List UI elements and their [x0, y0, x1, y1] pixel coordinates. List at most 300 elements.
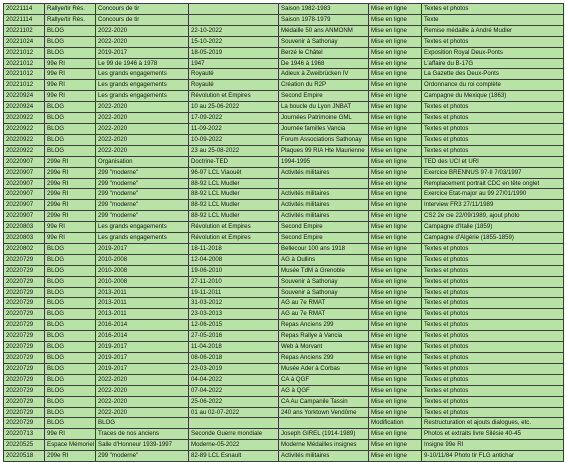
section-cell: BLOG — [45, 331, 96, 342]
subcategory-cell: Moderne-05-2022 — [189, 440, 279, 451]
table-row — [4, 178, 564, 189]
description-cell: Textes et photos — [422, 396, 564, 407]
table-row — [4, 276, 564, 287]
title-cell: AG au 7e RMAT — [279, 309, 369, 320]
date-cell: 20220907 — [4, 156, 45, 167]
description-cell: CS2 2e cie 22/09/1989, ajout photo — [422, 211, 564, 222]
description-cell: L'affaire du B-17G — [422, 58, 564, 69]
description-cell: Remise médaille à André Mudler — [422, 25, 564, 36]
title-cell: Repas Anciens 299 — [279, 320, 369, 331]
category-cell: 2022-2020 — [96, 374, 189, 385]
subcategory-cell: 22-10-2022 — [189, 25, 279, 36]
action-cell: Mise en ligne — [369, 178, 422, 189]
table-row — [4, 222, 564, 233]
section-cell: 99e RI — [45, 222, 96, 233]
description-cell: Remplacement portrait CDC en tête onglet — [422, 178, 564, 189]
category-cell: 299 "moderne" — [96, 451, 189, 462]
subcategory-cell: 25-06-2022 — [189, 396, 279, 407]
action-cell: Mise en ligne — [369, 4, 422, 15]
description-cell: Campagne d'Algérie (1855-1859) — [422, 233, 564, 244]
category-cell: 2022-2020 — [96, 145, 189, 156]
category-cell: 2019-2017 — [96, 353, 189, 364]
title-cell: 240 ans Yorktown Vendôme — [279, 407, 369, 418]
subcategory-cell: 88-92 LCL Mudler — [189, 189, 279, 200]
title-cell: Journées Patrimoine GML — [279, 113, 369, 124]
subcategory-cell: Royauté — [189, 80, 279, 91]
date-cell: 20221102 — [4, 25, 45, 36]
title-cell: Second Empire — [279, 233, 369, 244]
description-cell: Campagne d'Italie (1859) — [422, 222, 564, 233]
section-cell: BLOG — [45, 123, 96, 134]
action-cell: Mise en ligne — [369, 222, 422, 233]
date-cell: 20220924 — [4, 91, 45, 102]
date-cell: 20220922 — [4, 123, 45, 134]
table-row — [4, 156, 564, 167]
subcategory-cell: 23-03-2019 — [189, 363, 279, 374]
section-cell: BLOG — [45, 363, 96, 374]
category-cell: 2019-2017 — [96, 363, 189, 374]
subcategory-cell: 19-06-2010 — [189, 265, 279, 276]
date-cell: 20221012 — [4, 58, 45, 69]
section-cell: 99e RI — [45, 58, 96, 69]
subcategory-cell: Seconde Guerre mondiale — [189, 429, 279, 440]
category-cell: 2022-2020 — [96, 25, 189, 36]
title-cell: Moderne Médailles insignes — [279, 440, 369, 451]
category-cell: 2019-2017 — [96, 47, 189, 58]
table-row — [4, 287, 564, 298]
table-row — [4, 265, 564, 276]
section-cell: BLOG — [45, 418, 96, 429]
title-cell: AG à Oullins — [279, 254, 369, 265]
table-row — [4, 363, 564, 374]
table-body — [4, 4, 564, 462]
category-cell: 2016-2014 — [96, 320, 189, 331]
title-cell: Saison 1978-1979 — [279, 14, 369, 25]
date-cell: 20220922 — [4, 134, 45, 145]
date-cell: 20220729 — [4, 287, 45, 298]
section-cell: BLOG — [45, 25, 96, 36]
date-cell: 20220729 — [4, 407, 45, 418]
table-row — [4, 298, 564, 309]
subcategory-cell: 27-11-2010 — [189, 276, 279, 287]
table-row — [4, 4, 564, 15]
category-cell: Traces de nos anciens — [96, 429, 189, 440]
section-cell: BLOG — [45, 385, 96, 396]
date-cell: 20220729 — [4, 331, 45, 342]
subcategory-cell: 1947 — [189, 58, 279, 69]
category-cell: 2016-2014 — [96, 331, 189, 342]
action-cell: Mise en ligne — [369, 123, 422, 134]
title-cell: Musée TdM à Grenoble — [279, 265, 369, 276]
table-row — [4, 123, 564, 134]
date-cell: 20221012 — [4, 69, 45, 80]
category-cell: 299 "moderne" — [96, 200, 189, 211]
category-cell: 299 "moderne" — [96, 189, 189, 200]
description-cell: Textes et photos — [422, 320, 564, 331]
title-cell: Musée Ader à Corbas — [279, 363, 369, 374]
action-cell: Mise en ligne — [369, 211, 422, 222]
date-cell: 20220713 — [4, 429, 45, 440]
description-cell: Textes et photos — [422, 298, 564, 309]
subcategory-cell: 11-09-2022 — [189, 123, 279, 134]
description-cell: Textes et photos — [422, 134, 564, 145]
section-cell: 99e RI — [45, 69, 96, 80]
table-row — [4, 167, 564, 178]
title-cell: Second Empire — [279, 91, 369, 102]
section-cell: BLOG — [45, 145, 96, 156]
title-cell: Souvenir à Sathonay — [279, 36, 369, 47]
description-cell: Textes et photos — [422, 145, 564, 156]
category-cell: 2022-2020 — [96, 123, 189, 134]
action-cell: Mise en ligne — [369, 342, 422, 353]
section-cell: 299e RI — [45, 178, 96, 189]
subcategory-cell: 07-04-2022 — [189, 385, 279, 396]
action-cell: Mise en ligne — [369, 58, 422, 69]
description-cell: Textes et photos — [422, 287, 564, 298]
category-cell: 299 "moderne" — [96, 178, 189, 189]
section-cell: BLOG — [45, 374, 96, 385]
table-row — [4, 342, 564, 353]
category-cell: BLOG — [96, 418, 189, 429]
description-cell: Textes et photos — [422, 123, 564, 134]
subcategory-cell — [189, 14, 279, 25]
subcategory-cell: 18-11-2018 — [189, 243, 279, 254]
date-cell: 20220729 — [4, 342, 45, 353]
title-cell: Souvenir à Sathonay — [279, 276, 369, 287]
date-cell: 20221012 — [4, 47, 45, 58]
table-row — [4, 14, 564, 25]
title-cell: Médaille 50 ans ANMONM — [279, 25, 369, 36]
action-cell: Mise en ligne — [369, 80, 422, 91]
title-cell: Joseph GIREL (1914-1989) — [279, 429, 369, 440]
description-cell: TED des UCI et URI — [422, 156, 564, 167]
date-cell: 20220729 — [4, 254, 45, 265]
table-row — [4, 58, 564, 69]
title-cell: La boucle du Lyon JNBAT — [279, 102, 369, 113]
action-cell: Mise en ligne — [369, 25, 422, 36]
section-cell: 299e RI — [45, 211, 96, 222]
table-row — [4, 69, 564, 80]
title-cell: Activités militaires — [279, 167, 369, 178]
date-cell: 20220907 — [4, 189, 45, 200]
category-cell: 2022-2020 — [96, 113, 189, 124]
table-row — [4, 200, 564, 211]
subcategory-cell: 17-09-2022 — [189, 113, 279, 124]
description-cell: Textes et photos — [422, 309, 564, 320]
table-row — [4, 407, 564, 418]
date-cell: 20220802 — [4, 243, 45, 254]
action-cell: Mise en ligne — [369, 167, 422, 178]
subcategory-cell: Révolution et Empires — [189, 222, 279, 233]
category-cell: 2013-2011 — [96, 298, 189, 309]
title-cell: Web à Morvant — [279, 342, 369, 353]
section-cell: 99e RI — [45, 233, 96, 244]
date-cell: 20220922 — [4, 113, 45, 124]
description-cell: Textes et photos — [422, 4, 564, 15]
section-cell: BLOG — [45, 36, 96, 47]
subcategory-cell: 11-04-2018 — [189, 342, 279, 353]
description-cell: Textes et photos — [422, 407, 564, 418]
table-row — [4, 102, 564, 113]
action-cell: Mise en ligne — [369, 113, 422, 124]
subcategory-cell: 88-92 LCL Mudler — [189, 211, 279, 222]
subcategory-cell: Révolution et Empires — [189, 233, 279, 244]
title-cell: Activités militaires — [279, 211, 369, 222]
title-cell: Repas Anciens 299 — [279, 353, 369, 364]
description-cell: Exercice Etat-major au 99 27/01/1990 — [422, 189, 564, 200]
category-cell: 2019-2017 — [96, 342, 189, 353]
action-cell: Mise en ligne — [369, 363, 422, 374]
description-cell: Interview FR3 27/11/1989 — [422, 200, 564, 211]
date-cell: 20220729 — [4, 276, 45, 287]
category-cell: Les grands engagements — [96, 69, 189, 80]
action-cell: Mise en ligne — [369, 243, 422, 254]
section-cell: BLOG — [45, 320, 96, 331]
action-cell: Mise en ligne — [369, 36, 422, 47]
table-row — [4, 233, 564, 244]
date-cell: 20220729 — [4, 396, 45, 407]
description-cell: Textes et photos — [422, 265, 564, 276]
description-cell: Exposition Royal Deux-Ponts — [422, 47, 564, 58]
action-cell: Mise en ligne — [369, 440, 422, 451]
date-cell: 20220729 — [4, 353, 45, 364]
table-row — [4, 451, 564, 462]
table-row — [4, 36, 564, 47]
action-cell: Mise en ligne — [369, 14, 422, 25]
action-cell: Mise en ligne — [369, 374, 422, 385]
category-cell: 2013-2011 — [96, 309, 189, 320]
table-row — [4, 396, 564, 407]
title-cell: CA à QGF — [279, 374, 369, 385]
section-cell: BLOG — [45, 254, 96, 265]
description-cell: Campagne du Mexique (1863) — [422, 91, 564, 102]
action-cell: Mise en ligne — [369, 298, 422, 309]
date-cell: 20220729 — [4, 363, 45, 374]
action-cell: Mise en ligne — [369, 320, 422, 331]
description-cell: Restructuration et ajouts dialogues, etc. — [422, 418, 564, 429]
description-cell: Textes et photos — [422, 36, 564, 47]
action-cell: Mise en ligne — [369, 156, 422, 167]
category-cell: 299 "moderne" — [96, 211, 189, 222]
section-cell: Rallye/tir Rés. — [45, 4, 96, 15]
description-cell: 9-10/11/84 Photo tir FLG antichar — [422, 451, 564, 462]
description-cell: Exercice BRENNUS 97-II 7/03/1997 — [422, 167, 564, 178]
table-row — [4, 113, 564, 124]
subcategory-cell: 31-03-2012 — [189, 298, 279, 309]
action-cell: Mise en ligne — [369, 134, 422, 145]
section-cell: BLOG — [45, 287, 96, 298]
section-cell: BLOG — [45, 396, 96, 407]
title-cell: Plaques 99 RIA Hte Maurienne — [279, 145, 369, 156]
table-row — [4, 374, 564, 385]
description-cell: Textes et photos — [422, 102, 564, 113]
section-cell: Espace Mémoriel — [45, 440, 96, 451]
subcategory-cell: 18-05-2019 — [189, 47, 279, 58]
subcategory-cell: 12-06-2015 — [189, 320, 279, 331]
subcategory-cell: 08-06-2018 — [189, 353, 279, 364]
subcategory-cell: 19-11-2011 — [189, 287, 279, 298]
description-cell: Textes et photos — [422, 363, 564, 374]
date-cell: 20220729 — [4, 320, 45, 331]
category-cell: 2013-2011 — [96, 287, 189, 298]
date-cell: 20220525 — [4, 440, 45, 451]
action-cell: Mise en ligne — [369, 189, 422, 200]
date-cell: 20221024 — [4, 36, 45, 47]
section-cell: 299e RI — [45, 189, 96, 200]
table-row — [4, 47, 564, 58]
date-cell: 20220729 — [4, 385, 45, 396]
title-cell: Journée familles Vancia — [279, 123, 369, 134]
action-cell: Mise en ligne — [369, 69, 422, 80]
date-cell: 20220922 — [4, 145, 45, 156]
description-cell: Texte — [422, 14, 564, 25]
action-cell: Mise en ligne — [369, 265, 422, 276]
action-cell: Mise en ligne — [369, 407, 422, 418]
category-cell: Les grands engagements — [96, 80, 189, 91]
table-row — [4, 440, 564, 451]
category-cell: 2019-2017 — [96, 243, 189, 254]
table-row — [4, 134, 564, 145]
date-cell: 20220729 — [4, 298, 45, 309]
category-cell: Les grands engagements — [96, 222, 189, 233]
title-cell: 1994-1995 — [279, 156, 369, 167]
action-cell: Mise en ligne — [369, 102, 422, 113]
description-cell: Textes et photos — [422, 254, 564, 265]
description-cell: Insigne 99e RI — [422, 440, 564, 451]
section-cell: BLOG — [45, 407, 96, 418]
date-cell: 20220803 — [4, 233, 45, 244]
title-cell: Activités militaires — [279, 451, 369, 462]
table-row — [4, 331, 564, 342]
section-cell: BLOG — [45, 113, 96, 124]
category-cell: 2022-2020 — [96, 385, 189, 396]
category-cell: 299 "moderne" — [96, 167, 189, 178]
action-cell: Mise en ligne — [369, 47, 422, 58]
subcategory-cell — [189, 418, 279, 429]
subcategory-cell: 23-03-2013 — [189, 309, 279, 320]
category-cell: 2022-2020 — [96, 134, 189, 145]
subcategory-cell: 10 au 25-06-2022 — [189, 102, 279, 113]
subcategory-cell: 01 au 02-07-2022 — [189, 407, 279, 418]
subcategory-cell: 88-92 LCL Mudler — [189, 200, 279, 211]
action-cell: Mise en ligne — [369, 145, 422, 156]
table-row — [4, 25, 564, 36]
date-cell: 20220907 — [4, 211, 45, 222]
subcategory-cell: Révolution et Empires — [189, 91, 279, 102]
table-row — [4, 309, 564, 320]
category-cell: Les grands engagements — [96, 233, 189, 244]
table-row — [4, 385, 564, 396]
action-cell: Mise en ligne — [369, 91, 422, 102]
date-cell: 20220729 — [4, 374, 45, 385]
table-row — [4, 353, 564, 364]
action-cell: Mise en ligne — [369, 429, 422, 440]
category-cell: Concours de tir — [96, 4, 189, 15]
category-cell: 2022-2020 — [96, 102, 189, 113]
title-cell: Activités militaires — [279, 189, 369, 200]
action-cell: Mise en ligne — [369, 451, 422, 462]
section-cell: 299e RI — [45, 451, 96, 462]
section-cell: BLOG — [45, 134, 96, 145]
section-cell: 299e RI — [45, 156, 96, 167]
action-cell: Mise en ligne — [369, 287, 422, 298]
title-cell: AG à QGF — [279, 385, 369, 396]
description-cell: Textes et photos — [422, 353, 564, 364]
section-cell: 99e RI — [45, 80, 96, 91]
subcategory-cell: 04-04-2022 — [189, 374, 279, 385]
category-cell: 2010-2008 — [96, 254, 189, 265]
subcategory-cell: 27-05-2016 — [189, 331, 279, 342]
date-cell: 20220729 — [4, 418, 45, 429]
table-row — [4, 211, 564, 222]
changelog-table — [3, 3, 564, 462]
title-cell: Repas Rallye à Vancia — [279, 331, 369, 342]
title-cell: Activités militaires — [279, 200, 369, 211]
subcategory-cell: 96-97 LCL Viaouët — [189, 167, 279, 178]
section-cell: BLOG — [45, 298, 96, 309]
action-cell: Mise en ligne — [369, 233, 422, 244]
subcategory-cell: 12-04-2008 — [189, 254, 279, 265]
section-cell: BLOG — [45, 102, 96, 113]
action-cell: Mise en ligne — [369, 331, 422, 342]
table-row — [4, 91, 564, 102]
section-cell: 99e RI — [45, 429, 96, 440]
subcategory-cell: 88-92 LCL Mudler — [189, 178, 279, 189]
section-cell: BLOG — [45, 265, 96, 276]
date-cell: 20220907 — [4, 167, 45, 178]
description-cell: Photos et extraits livre Silésie 40-45 — [422, 429, 564, 440]
title-cell: Adieux à Zweibrücken IV — [279, 69, 369, 80]
section-cell: BLOG — [45, 243, 96, 254]
date-cell: 20220729 — [4, 265, 45, 276]
table-row — [4, 80, 564, 91]
category-cell: Le 99 de 1946 à 1978 — [96, 58, 189, 69]
category-cell: 2022-2020 — [96, 407, 189, 418]
table-row — [4, 429, 564, 440]
section-cell: 299e RI — [45, 167, 96, 178]
table-row — [4, 189, 564, 200]
subcategory-cell: 10-09-2022 — [189, 134, 279, 145]
description-cell: Textes et photos — [422, 276, 564, 287]
title-cell — [279, 178, 369, 189]
action-cell: Mise en ligne — [369, 200, 422, 211]
date-cell: 20220924 — [4, 102, 45, 113]
table-row — [4, 254, 564, 265]
date-cell: 20221114 — [4, 14, 45, 25]
action-cell: Mise en ligne — [369, 254, 422, 265]
description-cell: Ordonnance du roi complète — [422, 80, 564, 91]
description-cell: Textes et photos — [422, 243, 564, 254]
action-cell: Mise en ligne — [369, 396, 422, 407]
table-row — [4, 243, 564, 254]
subcategory-cell — [189, 4, 279, 15]
action-cell: Mise en ligne — [369, 385, 422, 396]
title-cell: Second Empire — [279, 222, 369, 233]
subcategory-cell: 15-10-2022 — [189, 36, 279, 47]
category-cell: 2022-2020 — [96, 36, 189, 47]
subcategory-cell: Royauté — [189, 69, 279, 80]
category-cell: Les grands engagements — [96, 91, 189, 102]
date-cell: 20220729 — [4, 309, 45, 320]
title-cell — [279, 418, 369, 429]
description-cell: Textes et photos — [422, 331, 564, 342]
category-cell: Salle d'Honneur 1939-1997 — [96, 440, 189, 451]
action-cell: Mise en ligne — [369, 276, 422, 287]
description-cell: Textes et photos — [422, 342, 564, 353]
title-cell: Berzé le Châtel — [279, 47, 369, 58]
category-cell: 2010-2008 — [96, 276, 189, 287]
date-cell: 20220907 — [4, 178, 45, 189]
